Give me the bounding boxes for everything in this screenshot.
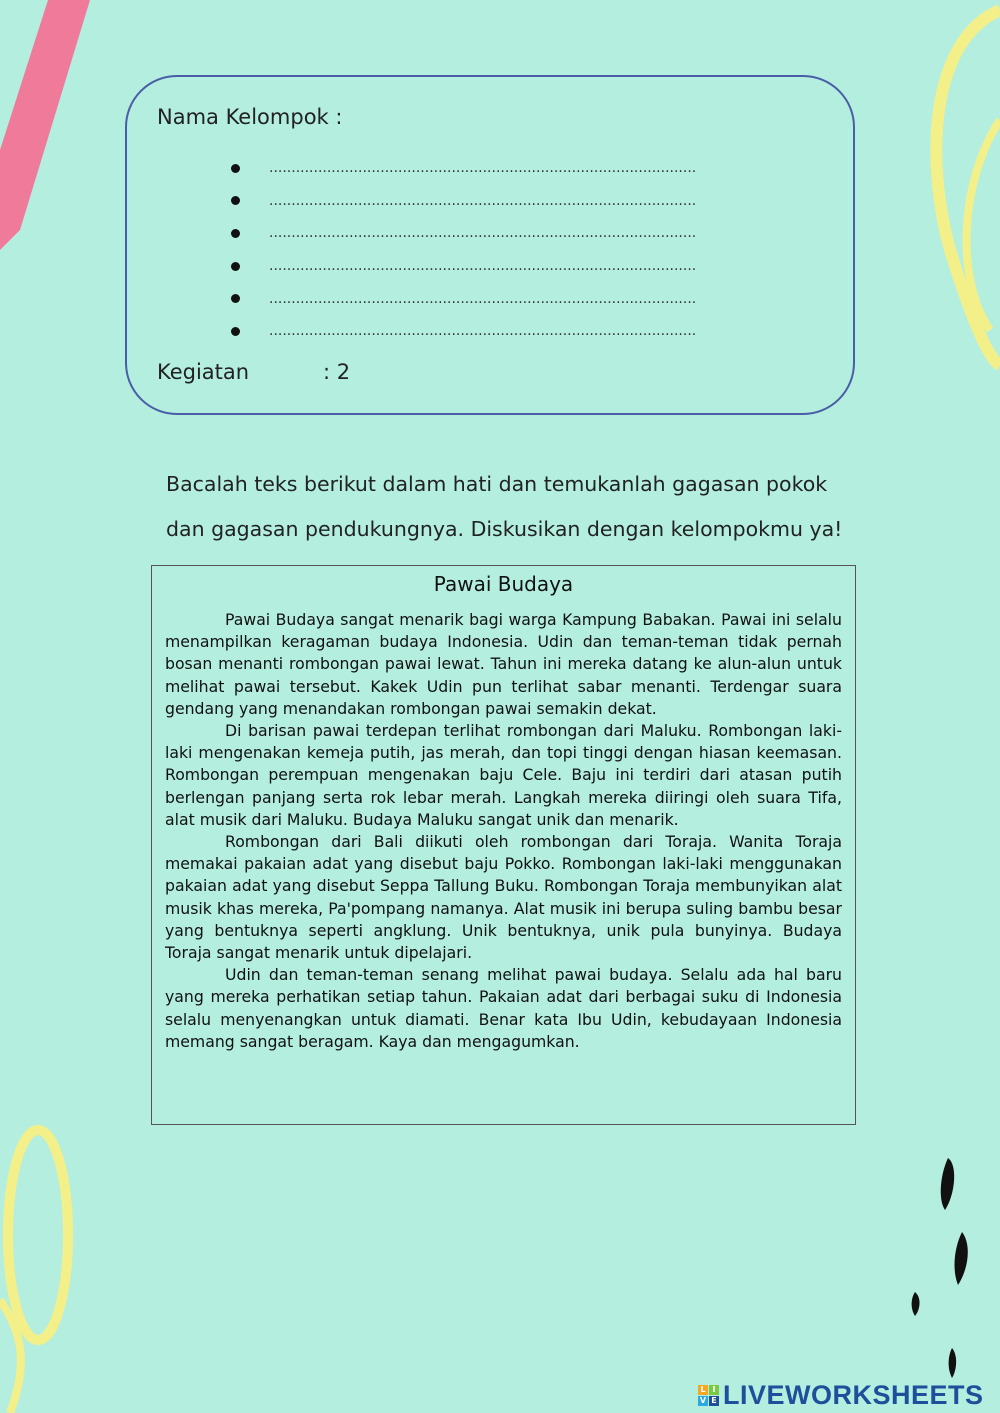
bullet-icon xyxy=(231,262,240,271)
black-brush-mark-1 xyxy=(941,1158,954,1210)
logo-letter: E xyxy=(709,1396,719,1406)
liveworksheets-wordmark: LIVEWORKSHEETS xyxy=(723,1380,984,1410)
member-blank-line: ................................................................................................ xyxy=(269,259,697,274)
member-entry[interactable] xyxy=(231,282,747,315)
member-blank-line: ................................................................................................ xyxy=(269,193,697,208)
story-title: Pawai Budaya xyxy=(433,572,574,596)
liveworksheets-logo xyxy=(698,1380,984,1411)
bullet-icon xyxy=(231,196,240,205)
logo-letter: L xyxy=(698,1385,708,1395)
story-paragraph: Pawai Budaya sangat menarik bagi warga Kampung Babakan. Pawai ini selalu menampilkan keragaman budaya Indonesia. Udin dan teman-teman tidak pernah bosan menanti rombongan pawai lewat. Tahun ini mereka datang ke alun-alun untuk melihat pawai tersebut. Kakek Udin pun terlihat sabar menanti. Terdengar suara gendang yang menandakan rombongan pawai semakin dekat. xyxy=(165,610,842,718)
member-list xyxy=(231,152,747,348)
yellow-loop-bottom-left xyxy=(8,1130,68,1340)
yellow-loop-top-right xyxy=(936,10,1000,365)
activity-label: Kegiatan xyxy=(157,360,250,384)
member-entry[interactable] xyxy=(231,315,747,348)
logo-letter: I xyxy=(709,1385,719,1395)
member-blank-line: ................................................................................................ xyxy=(269,161,697,176)
yellow-loop-top-right-inner xyxy=(967,120,1000,330)
member-blank-line: ................................................................................................ xyxy=(269,291,697,306)
black-brush-mark-2 xyxy=(955,1232,968,1285)
bullet-icon xyxy=(231,327,240,336)
pink-brush-stroke xyxy=(0,0,90,250)
bullet-icon xyxy=(231,164,240,173)
black-brush-mark-3 xyxy=(912,1292,920,1316)
bullet-icon xyxy=(231,294,240,303)
member-entry[interactable] xyxy=(231,217,747,250)
member-entry[interactable] xyxy=(231,152,747,185)
logo-letter: V xyxy=(699,1396,707,1405)
group-info-box xyxy=(125,75,855,415)
member-entry[interactable] xyxy=(231,250,747,283)
story-paragraph: Di barisan pawai terdepan terlihat rombongan dari Maluku. Rombongan laki-laki mengenakan kemeja putih, jas merah, dan topi tinggi dengan hiasan keemasan. Rombongan perempuan mengenakan baju Cele. Baju ini terdiri dari atasan putih berlengan panjang serta rok lebar merah. Langkah mereka diiringi oleh suara Tifa, alat musik dari Maluku. Budaya Maluku sangat unik dan menarik. xyxy=(165,721,842,829)
instruction-text: Bacalah teks berikut dalam hati dan temukanlah gagasan pokok dan gagasan pendukungnya. Diskusikan dengan kelompokmu ya! xyxy=(166,472,843,541)
bullet-icon xyxy=(231,229,240,238)
member-blank-line: ................................................................................................ xyxy=(269,226,697,241)
black-brush-mark-4 xyxy=(949,1348,957,1378)
member-entry[interactable] xyxy=(231,185,747,218)
story-paragraph: Udin dan teman-teman senang melihat pawai budaya. Selalu ada hal baru yang mereka perhatikan setiap tahun. Pakaian adat dari berbagai suku di Indonesia selalu menyenangkan untuk diamati. Benar kata Ibu Udin, kebudayaan Indonesia memang sangat beragam. Kaya dan mengagumkan. xyxy=(165,965,842,1051)
activity-value: : 2 xyxy=(323,360,351,384)
group-name-label: Nama Kelompok : xyxy=(157,105,343,129)
activity-row xyxy=(157,360,351,384)
liveworksheets-logo-icon xyxy=(698,1385,719,1406)
story-paragraph: Rombongan dari Bali diikuti oleh rombongan dari Toraja. Wanita Toraja memakai pakaian adat yang disebut baju Pokko. Rombongan laki-laki menggunakan pakaian adat yang disebut Seppa Tallung Buku. Rombongan Toraja membunyikan alat musik khas mereka, Pa'pompang namanya. Alat musik ini berupa suling bambu besar yang bentuknya seperti angklung. Unik bentuknya, unik pula bunyinya. Budaya Toraja sangat menarik untuk dipelajari. xyxy=(165,832,842,963)
member-blank-line: ................................................................................................ xyxy=(269,324,697,339)
yellow-loop-bottom-left-tail xyxy=(0,1300,21,1413)
story-box xyxy=(151,565,856,1125)
